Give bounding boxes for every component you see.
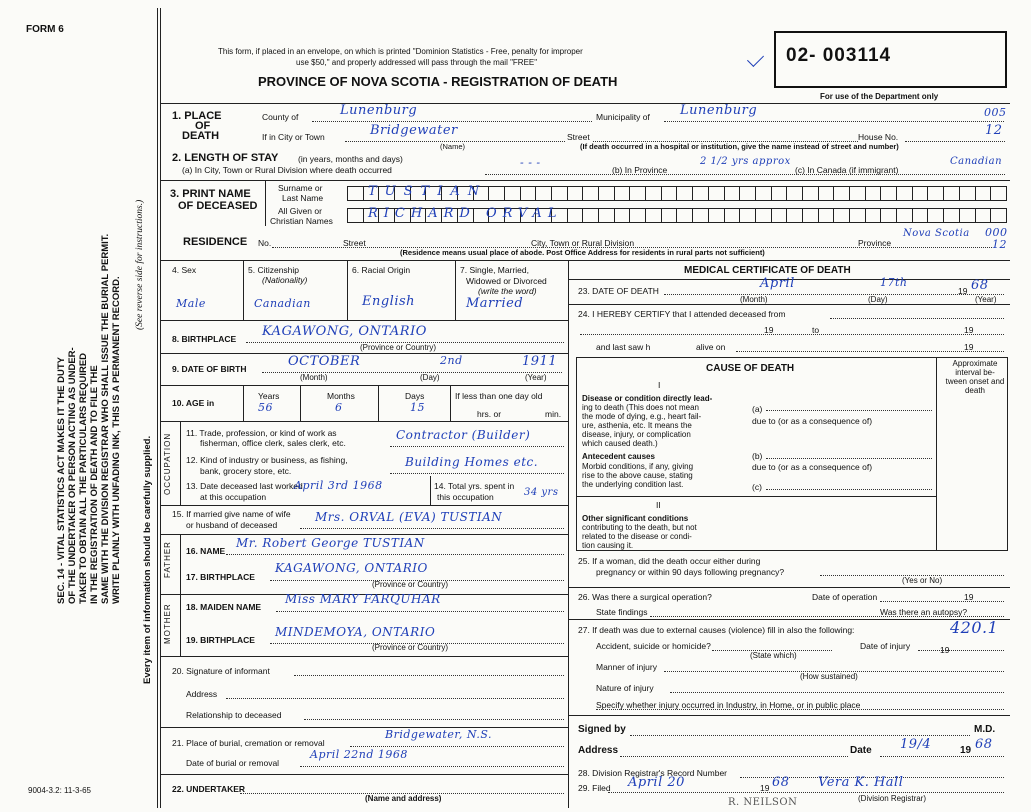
s3-label: 3. PRINT NAME — [170, 188, 251, 200]
due-to-2: due to (or as a consequence of) — [752, 462, 873, 472]
res-province-label: Province — [858, 238, 892, 248]
signed-by-label: Signed by — [578, 724, 626, 735]
disease-5: disease, injury, or complication — [582, 430, 691, 439]
city-label: If in City or Town — [262, 132, 325, 142]
division-registrar-note: (Division Registrar) — [858, 794, 927, 803]
due-to-1: due to (or as a consequence of) — [752, 416, 873, 426]
industry-line — [390, 473, 564, 474]
father-label: FATHER — [163, 541, 172, 578]
divider-s20 — [160, 656, 568, 657]
md-label: M.D. — [974, 724, 996, 735]
disease-1: Disease or condition directly lead- — [582, 394, 713, 403]
specify-label: Specify whether injury occurred in Industry, in Home, or in public place — [596, 700, 861, 710]
death-year-label: (Year) — [975, 295, 997, 304]
death-day-value: 17th — [880, 276, 908, 289]
relationship-line — [304, 719, 564, 720]
interval-sep — [936, 357, 937, 551]
municipality-line — [664, 121, 1004, 122]
signed-line — [630, 735, 970, 736]
s2b-value: 2 1/2 yrs approx — [700, 156, 791, 167]
death-year-prefix: 19 — [958, 286, 968, 296]
total-yrs-value: 34 yrs — [524, 487, 559, 498]
dob-month-label: (Month) — [300, 373, 328, 382]
racial-value: English — [362, 294, 416, 309]
s13-label-b: at this occupation — [200, 492, 267, 502]
birthplace-note: (Province or Country) — [360, 343, 437, 352]
s12-label-b: bank, grocery store, etc. — [200, 466, 292, 476]
s4-sep-1 — [243, 260, 244, 320]
yes-no-note: (Yes or No) — [902, 576, 943, 585]
dob-day: 2nd — [440, 354, 463, 367]
check-mark-icon — [747, 50, 764, 67]
birthplace-label: 8. BIRTHPLACE — [172, 334, 237, 344]
print-code: 9004-3.2: 11-3-65 — [28, 786, 92, 795]
dob-label: 9. DATE OF BIRTH — [172, 364, 247, 374]
other-1: Other significant conditions — [582, 514, 689, 523]
cause-ii-divider — [576, 496, 936, 497]
date-injury-year: 19 — [940, 645, 950, 655]
s26-label: 26. Was there a surgical operation? — [578, 592, 712, 602]
marital-label-c: (write the word) — [478, 286, 537, 296]
s2a-label: (a) In City, Town or Rural Division where death occurred — [182, 165, 392, 175]
mother-maiden-value: Miss MARY FARQUHAR — [285, 592, 441, 606]
citizenship-value: Canadian — [254, 297, 311, 310]
s11-label-b: fisherman, office clerk, sales clerk, etc. — [200, 438, 346, 448]
spouse-value: Mrs. ORVAL (EVA) TUSTIAN — [315, 510, 503, 524]
s2b-label: (b) In Province — [612, 165, 668, 175]
mother-birthplace-note: (Province or Country) — [372, 643, 449, 652]
marital-label: 7. Single, Married, — [460, 265, 529, 275]
father-name-line — [226, 554, 564, 555]
surname-label-2: Last Name — [282, 193, 324, 203]
racial-label: 6. Racial Origin — [352, 265, 411, 275]
s22-label: 22. UNDERTAKER — [172, 784, 246, 794]
how-sustained-note: (How sustained) — [800, 672, 858, 681]
filed-date-value: April 20 — [628, 775, 685, 790]
s16-label: 16. NAME — [186, 546, 226, 556]
street-label: Street — [567, 132, 590, 142]
side-text-3: TAKER TO OBTAIN ALL THE PARTICULARS REQUIRED — [78, 352, 89, 604]
department-use-note: For use of the Department only — [820, 92, 939, 101]
county-value: Lunenburg — [340, 103, 418, 118]
filed-year-prefix: 19 — [760, 783, 770, 793]
res-code-2: 12 — [992, 238, 1007, 251]
s28-label: 28. Division Registrar's Record Number — [578, 768, 728, 778]
s24-to: to — [812, 325, 820, 335]
s29-line — [608, 792, 1004, 793]
mother-sep — [180, 594, 181, 656]
disease-2: ing to death (This does not mean — [582, 403, 699, 412]
divider-s3 — [160, 180, 1010, 181]
death-month-label: (Month) — [740, 295, 768, 304]
date-injury-label: Date of injury — [860, 641, 911, 651]
divider-s8 — [160, 320, 568, 321]
municipality-value: Lunenburg — [680, 103, 758, 118]
side-text-6: WRITE PLAINLY WITH UNFADING INK, THIS IS A PERMANENT RECORD. — [111, 276, 122, 604]
roman-1: I — [658, 380, 661, 390]
s24-year-1: 19 — [764, 325, 774, 335]
side-text-1: SEC. 14 - VITAL STATISTICS ACT MAKES IT THE DUTY — [56, 356, 67, 604]
last-worked-value: April 3rd 1968 — [294, 479, 383, 492]
divider-s21 — [160, 727, 568, 728]
divider-top — [160, 103, 1010, 104]
med-date-line — [880, 756, 1004, 757]
occ-sep — [180, 421, 181, 505]
age-years: 56 — [258, 401, 273, 414]
marital-value: Married — [466, 296, 524, 311]
s13-label: 13. Date deceased last worked — [186, 481, 303, 491]
side-text-4: IN THE REGISTRATION OF DEATH AND TO FILE THE — [89, 365, 100, 604]
medical-title: MEDICAL CERTIFICATE OF DEATH — [684, 265, 851, 276]
marital-label-b: Widowed or Divorced — [466, 276, 547, 286]
date-op-line — [880, 601, 1004, 602]
house-no-value: 12 — [985, 123, 1003, 138]
s25-label: 25. If a woman, did the death occur either during — [578, 556, 761, 566]
s4-sep-2 — [347, 260, 348, 320]
interval-label: Approximate interval be- tween onset and death — [945, 359, 1005, 395]
med-address-label: Address — [578, 745, 619, 756]
given-label-2: Christian Names — [270, 216, 333, 226]
disease-6: which caused death.) — [582, 439, 658, 448]
occupation-label: OCCUPATION — [163, 432, 172, 495]
left-margin-rule — [157, 8, 158, 808]
med-address-line — [620, 756, 848, 757]
cause-a-line — [766, 410, 932, 411]
min-label: min. — [545, 409, 562, 419]
death-date-line — [664, 294, 1004, 295]
med-date-label: Date — [850, 745, 872, 756]
nature-line — [670, 692, 1004, 693]
center-divider — [568, 260, 569, 808]
birthplace-value: KAGAWONG, ONTARIO — [262, 324, 427, 339]
res-no-label: No. — [258, 238, 272, 248]
age-sep-1 — [243, 385, 244, 421]
date-op-label: Date of operation — [812, 592, 878, 602]
s1-label-death: DEATH — [182, 130, 220, 142]
disease-3: the mode of dying, e.g., heart fail- — [582, 412, 702, 421]
last-saw-label: and last saw h — [596, 342, 651, 352]
s1-label-of: OF — [195, 120, 211, 132]
antecedent-2: rise to the above cause, stating — [582, 471, 693, 480]
s21-label: 21. Place of burial, cremation or removal — [172, 738, 325, 748]
informant-address-line — [226, 698, 564, 699]
cause-b-line — [766, 458, 932, 459]
house-no-label: House No. — [858, 132, 899, 142]
burial-place-value: Bridgewater, N.S. — [385, 728, 492, 741]
s14-label-b: this occupation — [437, 492, 494, 502]
alive-on-label: alive on — [696, 342, 726, 352]
father-birthplace-value: KAGAWONG, ONTARIO — [275, 561, 428, 575]
antecedent-3: the underlying condition last. — [582, 480, 684, 489]
surname-label: Surname or — [278, 183, 323, 193]
relationship-label: Relationship to deceased — [186, 710, 282, 720]
burial-date-label: Date of burial or removal — [186, 758, 280, 768]
county-label: County of — [262, 112, 299, 122]
left-margin-rule-2 — [160, 8, 161, 808]
city-name-note: (Name) — [440, 142, 466, 151]
registration-number: 02- 003114 — [786, 45, 892, 66]
informant-address-label: Address — [186, 689, 218, 699]
s23-label: 23. DATE OF DEATH — [578, 286, 659, 296]
father-name-value: Mr. Robert George TUSTIAN — [236, 536, 425, 550]
res-province-value: Nova Scotia — [903, 228, 970, 239]
other-4: tion causing it. — [582, 541, 634, 550]
s2c-value: Canadian — [950, 156, 1003, 167]
side-see-reverse: (See reverse side for instructions.) — [135, 199, 145, 330]
municipality-code: 005 — [984, 106, 1007, 119]
cause-c-line — [766, 489, 932, 490]
s20-label: 20. Signature of informant — [172, 666, 270, 676]
given-label: All Given or — [278, 206, 322, 216]
other-3: related to the disease or condi- — [582, 532, 692, 541]
undertaker-note: (Name and address) — [365, 794, 442, 803]
s24-label: 24. I HEREBY CERTIFY that I attended deceased from — [578, 309, 786, 319]
bottom-note: R. NEILSON — [728, 797, 798, 808]
form-title: PROVINCE OF NOVA SCOTIA - REGISTRATION OF DEATH — [258, 74, 618, 89]
divider-signed — [568, 715, 1010, 716]
state-which-note: (State which) — [750, 651, 797, 660]
age-sep-4 — [450, 385, 451, 421]
s2-note: (in years, months and days) — [298, 154, 403, 164]
cause-title: CAUSE OF DEATH — [706, 363, 795, 374]
s18-label: 18. MAIDEN NAME — [186, 602, 262, 612]
city-value: Bridgewater — [370, 123, 458, 138]
divider-s10 — [160, 385, 568, 386]
s1-label: 1. PLACE — [172, 110, 222, 122]
citizenship-label: 5. Citizenship — [248, 265, 300, 275]
industry-value: Building Homes etc. — [405, 455, 539, 469]
divider-s26 — [568, 587, 1010, 588]
s3-label-b: OF DECEASED — [178, 200, 258, 212]
hospital-note: (If death occurred in a hospital or institution, give the name instead of street and number) — [580, 142, 899, 151]
county-line — [312, 121, 592, 122]
trade-line — [390, 446, 564, 447]
s19-label: 19. BIRTHPLACE — [186, 635, 255, 645]
mail-notice-line-2: use $50," and properly addressed will pass through the mail "FREE" — [296, 58, 538, 67]
manner-label: Manner of injury — [596, 662, 657, 672]
nature-label: Nature of injury — [596, 683, 654, 693]
s24-year-2: 19 — [964, 325, 974, 335]
med-year-value: 68 — [975, 737, 993, 752]
specify-line — [596, 709, 1004, 710]
age-sep-3 — [378, 385, 379, 421]
s2a-value: - - - — [520, 156, 541, 169]
med-year-prefix: 19 — [960, 745, 972, 756]
less-day-label: If less than one day old — [455, 391, 543, 401]
s25-label-b: pregnancy or within 90 days following pregnancy? — [596, 567, 785, 577]
state-findings-label: State findings — [596, 607, 648, 617]
s2-label: 2. LENGTH OF STAY — [172, 152, 279, 164]
divider-s24 — [568, 304, 1010, 305]
date-injury-line — [918, 650, 1004, 651]
med-date-value: 19/4 — [900, 737, 932, 752]
house-no-line — [905, 141, 1005, 142]
burial-date-value: April 22nd 1968 — [310, 748, 408, 761]
spouse-line — [300, 528, 564, 529]
death-month-value: April — [760, 276, 795, 291]
s24-line-1 — [830, 318, 1004, 319]
divider-father — [160, 534, 568, 535]
filed-year-value: 68 — [772, 775, 790, 790]
informant-line — [294, 675, 564, 676]
s14-label: 14. Total yrs. spent in — [434, 481, 515, 491]
date-op-year: 19 — [964, 592, 974, 602]
burial-place-line — [350, 746, 564, 747]
mother-birthplace-value: MINDEMOYA, ONTARIO — [275, 625, 436, 639]
given-value: RICHARD ORVAL — [368, 206, 563, 221]
s2-line — [485, 174, 1005, 175]
side-text-2: OF THE UNDERTAKER OR PERSON ACTING AS UNDER- — [67, 347, 78, 604]
autopsy-label: Was there an autopsy? — [880, 607, 968, 617]
antecedent-title: Antecedent causes — [582, 452, 655, 461]
sex-value: Male — [176, 297, 206, 310]
s27-label: 27. If death was due to external causes (violence) fill in also the following: — [578, 625, 855, 635]
side-instructions — [56, 234, 122, 604]
disease-4: ure, asthenia, etc. It means the — [582, 421, 692, 430]
divider-s27 — [568, 619, 1010, 620]
residence-label: RESIDENCE — [183, 236, 248, 248]
s3-divider — [265, 180, 266, 226]
cause-b: (b) — [752, 451, 763, 461]
surname-value: TUSTIAN — [368, 184, 488, 199]
dob-year: 1911 — [522, 354, 558, 369]
s15-label-b: or husband of deceased — [186, 520, 278, 530]
days-label: Days — [405, 391, 425, 401]
age-label: 10. AGE in — [172, 398, 215, 408]
dob-month: OCTOBER — [288, 354, 361, 369]
injury-code-value: 420.1 — [950, 618, 999, 637]
alive-on-year: 19 — [964, 342, 974, 352]
months-label: Months — [327, 391, 355, 401]
dob-day-label: (Day) — [420, 373, 440, 382]
years-label: Years — [258, 391, 280, 401]
other-2: contributing to the death, but not — [582, 523, 697, 532]
residence-note: (Residence means usual place of abode. Post Office Address for residents in rural parts not sufficient) — [400, 248, 765, 257]
res-code-1: 000 — [985, 226, 1008, 239]
municipality-label: Municipality of — [596, 112, 650, 122]
age-days: 15 — [410, 401, 425, 414]
s29-label: 29. Filed — [578, 783, 611, 793]
antecedent-1: Morbid conditions, if any, giving — [582, 462, 694, 471]
divider-s22 — [160, 774, 568, 775]
age-sep-2 — [300, 385, 301, 421]
citizenship-sub: (Nationality) — [262, 275, 308, 285]
age-months: 6 — [335, 401, 343, 414]
divider-s9 — [160, 353, 568, 354]
dob-year-label: (Year) — [525, 373, 547, 382]
death-day-label: (Day) — [868, 295, 888, 304]
sex-label: 4. Sex — [172, 265, 197, 275]
cause-a: (a) — [752, 404, 763, 414]
s11-label: 11. Trade, profession, or kind of work as — [186, 428, 337, 438]
trade-value: Contractor (Builder) — [396, 428, 531, 442]
s14-sep — [430, 476, 431, 505]
divider-s11 — [160, 421, 568, 422]
s17-label: 17. BIRTHPLACE — [186, 572, 255, 582]
form-number: FORM 6 — [26, 24, 64, 35]
mail-notice-line-1: This form, if placed in an envelope, on which is printed "Dominion Statistics - Free, penalty for improper — [218, 47, 583, 56]
s24-line-2 — [580, 334, 1004, 335]
res-city-label: City, Town or Rural Division — [531, 238, 635, 248]
death-year-value: 68 — [971, 278, 989, 293]
divider-s4 — [160, 260, 1010, 261]
side-every-item: Every item of information should be carefully supplied. — [142, 435, 153, 684]
res-street-label: Street — [343, 238, 366, 248]
roman-2: II — [656, 500, 661, 510]
father-birthplace-note: (Province or Country) — [372, 580, 449, 589]
s2c-label: (c) In Canada (if immigrant) — [795, 165, 899, 175]
division-registrar-value: Vera K. Hall — [818, 775, 904, 790]
s15-label: 15. If married give name of wife — [172, 509, 291, 519]
cause-c: (c) — [752, 482, 762, 492]
father-sep — [180, 534, 181, 594]
accident-label: Accident, suicide or homicide? — [596, 641, 711, 651]
mother-label: MOTHER — [163, 603, 172, 644]
side-text-5: SAME WITH THE DIVISION REGISTRAR WHO SHALL ISSUE THE BURIAL PERMIT. — [100, 233, 111, 604]
divider-s15 — [160, 505, 568, 506]
s12-label: 12. Kind of industry or business, as fishing, — [186, 455, 348, 465]
burial-date-line — [300, 766, 564, 767]
s4-sep-3 — [455, 260, 456, 320]
hrs-label: hrs. or — [477, 409, 502, 419]
mother-maiden-line — [276, 611, 564, 612]
